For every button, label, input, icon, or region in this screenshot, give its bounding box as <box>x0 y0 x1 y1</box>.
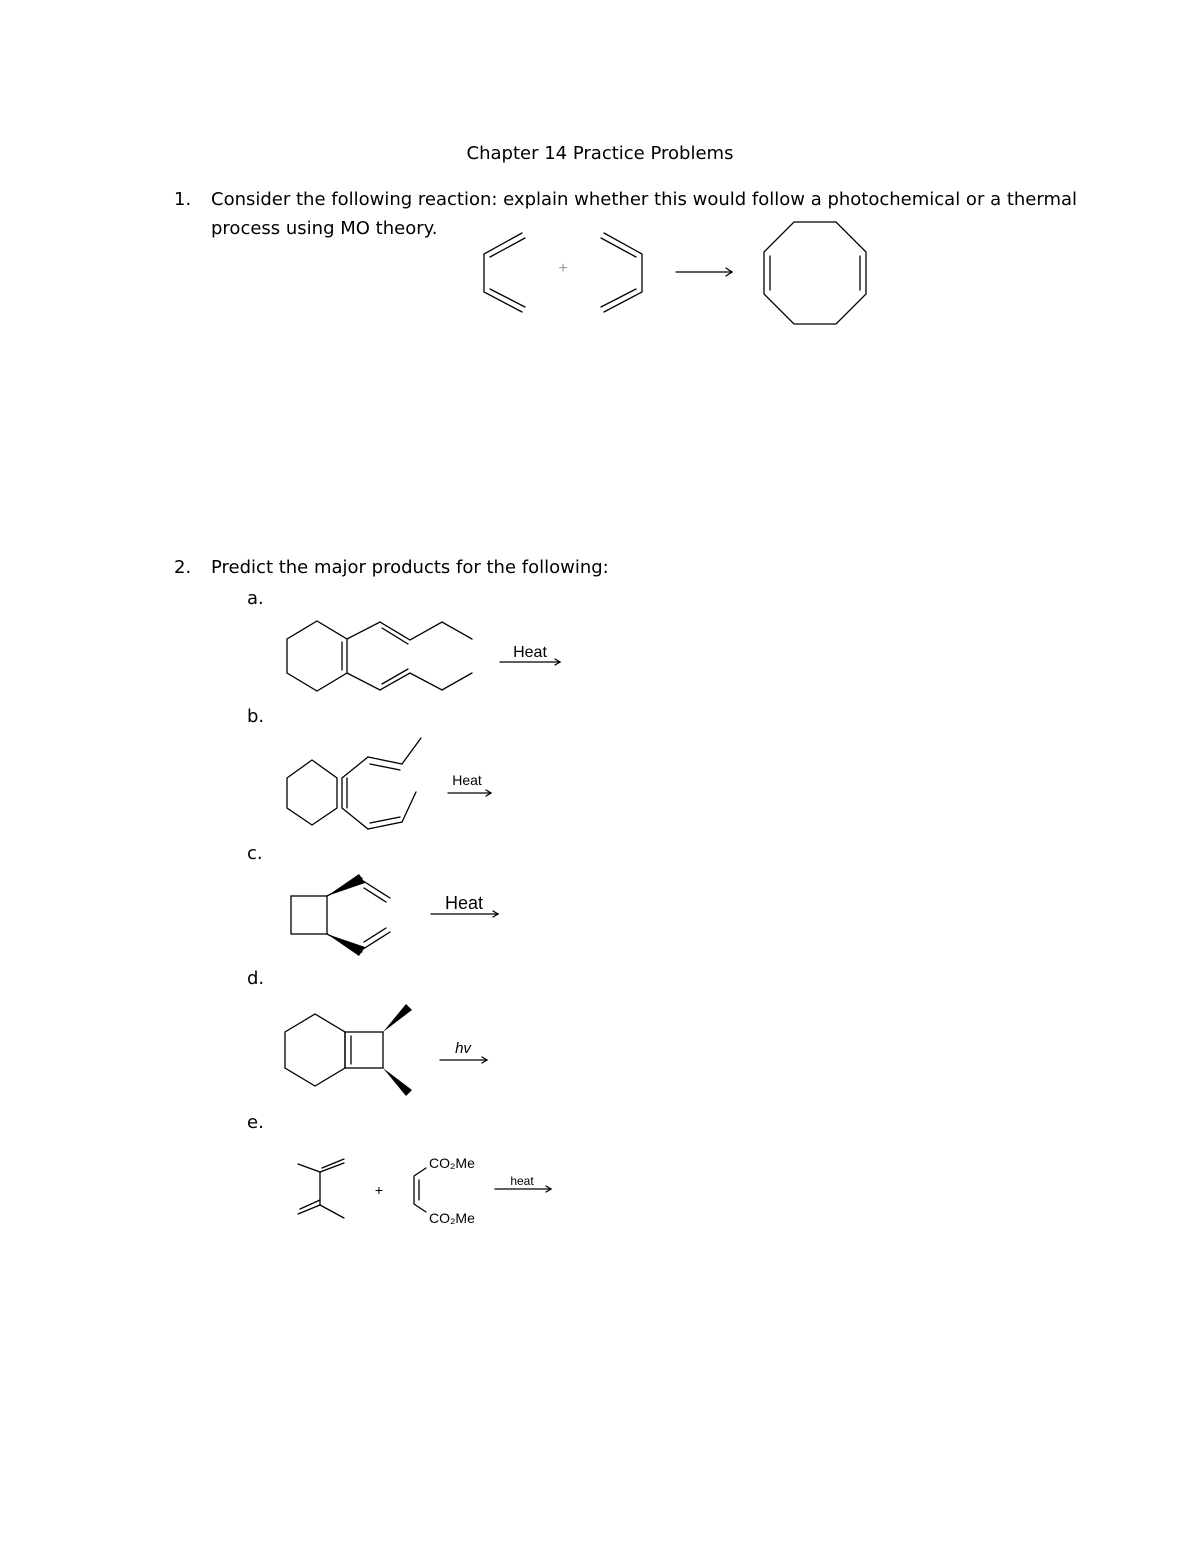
part-e-ester-top: CO₂Me <box>429 1155 475 1171</box>
q1-diene-left <box>484 233 525 312</box>
part-c-wedges <box>327 874 365 956</box>
part-d-label: d. <box>247 968 265 989</box>
question-2-number: 2. <box>174 557 192 578</box>
part-d-wedges <box>383 1004 412 1096</box>
part-d-structure <box>285 1014 383 1086</box>
part-b-label: b. <box>247 706 265 727</box>
q1-reaction-arrow <box>676 268 732 276</box>
page-title: Chapter 14 Practice Problems <box>466 143 734 164</box>
question-1-text-line2: process using MO theory. <box>211 218 438 239</box>
part-e-label: e. <box>247 1112 264 1133</box>
q1-diene-right <box>601 233 642 312</box>
part-e-ester-bottom: CO₂Me <box>429 1210 475 1226</box>
part-a-structure <box>287 621 472 691</box>
part-e-plus-sign: + <box>374 1182 384 1198</box>
part-a-label: a. <box>247 588 264 609</box>
part-c-condition: Heat <box>444 893 484 913</box>
part-b-arrow <box>448 790 491 796</box>
question-1-number: 1. <box>174 189 192 210</box>
part-d-condition: hv <box>455 1040 471 1057</box>
part-e-dienophile <box>414 1168 426 1212</box>
part-e-diene <box>298 1159 344 1218</box>
part-b-condition: Heat <box>452 772 482 788</box>
part-e-condition: heat <box>510 1174 534 1188</box>
q1-cyclooctatetraene <box>764 222 866 324</box>
part-c-label: c. <box>247 843 263 864</box>
part-b-structure <box>287 738 421 829</box>
question-1-text-line1: Consider the following reaction: explain whether this would follow a photochemical or a thermal <box>211 189 1078 210</box>
part-a-condition: Heat <box>513 644 547 661</box>
q1-plus-sign: + <box>558 260 568 277</box>
part-d-arrow <box>440 1057 487 1063</box>
question-2-text: Predict the major products for the following: <box>211 557 609 578</box>
